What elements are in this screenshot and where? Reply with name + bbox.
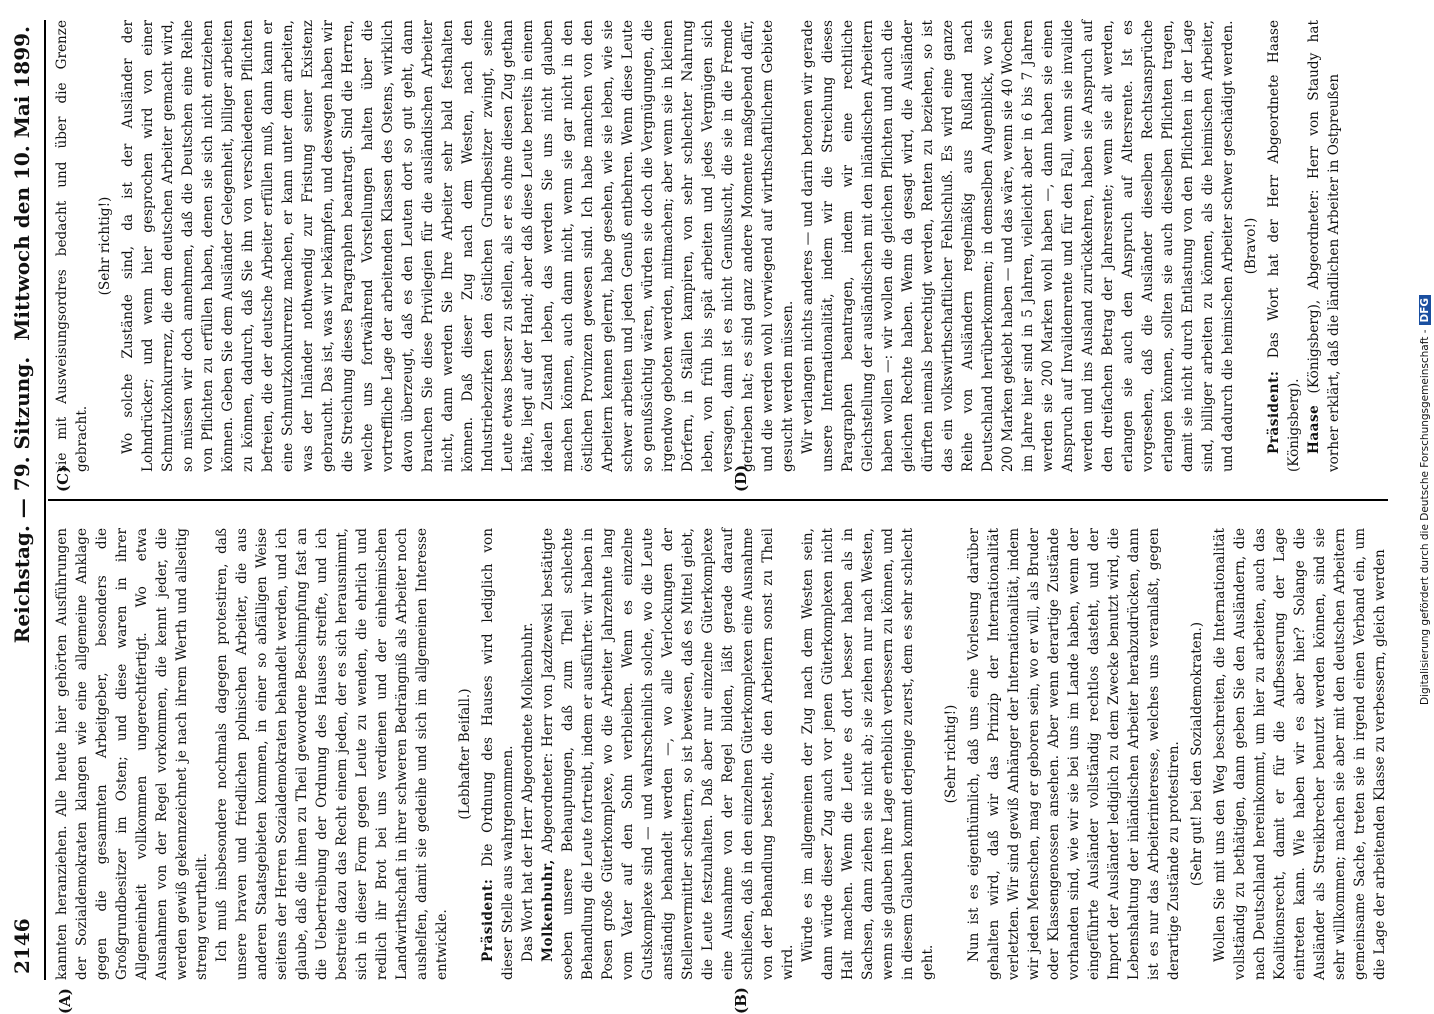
paragraph: Würde es im allgemeinen der Zug nach dem Westen sein, dann würde dieser Zug auch vor jenen Güterkomplexen nicht Halt machen. Wenn die Leute es dort besser haben als in Sachsen, dann ziehen sie nicht ab; sie ziehen nur nach Westen, wenn sie glauben ihre Lage erheblich verbessern zu können, und in diesem Glauben kommt derjenige zuerst, dem es sehr schlecht geht. <box>800 528 936 980</box>
speaker-label: Molkenbuhr, <box>540 852 556 962</box>
paragraph: Wollen Sie mit uns den Weg beschreiten, die Internationalität vollständig zu bethätigen, dann geben Sie den Ausländern, die nach Deutschland hereinkommt, um hier zu arbeiten, auch das Koalitionsrecht, damit er für die Aufbesserung der Lage eintreten kann. Wie haben wir es aber hier? Solange die Ausländer als Streikbrecher benutzt werden können, sind sie sehr willkommen; machen sie aber mit den deutschen Arbeitern gemeinsame Sache, treten sie in irgend einen Verband ein, um die Lage der arbeitenden Klasse zu verbessern, gleich werden <box>1212 528 1388 980</box>
paragraph: kannten heranziehen. Alle heute hier gehörten Ausführungen der Sozialdemokraten klangen wie eine allgemeine Anklage gegen die gesammten Arbeitgeber, besonders die Großgrundbesitzer im Osten; und diese waren in ihrer Allgemeinheit vollkommen ungerechtfertigt. Wo etwa Ausnahmen von der Regel vorkommen, die kennt jeder, die werden gewiß gekennzeichnet je nach ihrem Werth und allseitig streng verurtheilt. <box>54 528 210 980</box>
speech-text: Abgeordneter: Herr von Jazdzewski bestätigte soeben unsere Behauptungen, daß zum Theil schlechte Behandlung die Leute fortreibt, indem er ausführte: wir haben in Posen große Güterkomplexe, wo die Arbeiter Jahrzehnte lang vom Vater auf den Sohn verbleiben. Wenn es einzelne Gutskomplexe sind — und wahrscheinlich solche, wo die Leute anständig behandelt werden —, wo alle Verlockungen der Stellenvermittler scheitern, so ist bewiesen, daß es Mittel giebt, die Leute festzuhalten. Daß aber nur einzelne Güterkomplexe eine Ausnahme von der Regel bilden, läßt gerade darauf schließen, daß in den einzelnen Güterkomplexen eine Ausnahme von der Behandlung besteht, die den Arbeitern sonst zu Theil wird. <box>540 527 796 980</box>
speech-text: Das Wort hat der Herr Abgeordnete Haase (Königsberg). <box>1266 19 1302 472</box>
right-column <box>52 20 1344 472</box>
speaker-label: Präsident: <box>480 866 496 962</box>
paragraph: Wir verlangen nichts anderes — und darin betonen wir gerade unsere Internationalität, indem wir die Streichung dieses Paragraphen beantragen, indem wir eine rechtliche Gleichstellung der ausländischen mit den inländischen Arbeitern haben wollen —: wir wollen die gleichen Pflichten und auch die gleichen Rechte haben. Wenn da gesagt wird, die Ausländer dürften niemals berechtigt werden, Renten zu beziehen, so ist das ein volkswirthschaftlicher Fehlschluß. Es wird eine ganze Reihe von Ausländern regelmäßig aus Rußland nach Deutschland herüberkommen; in demselben Augenblick, wo sie 200 Marken geklebt haben — und das wäre, wenn sie 40 Wochen im Jahre hier sind in 5 Jahren, vielleicht aber in 6 bis 7 Jahren werden sie 200 Marken wohl haben —, dann haben sie einen Anspruch auf Invalidenrente und für den Fall, wenn sie invalide werden und ins Ausland zurückkehren, haben sie Anspruch auf den dreifachen Betrag der Jahresrente; wenn sie alt werden, erlangen sie auch den Anspruch auf Altersrente. Ist es vorgesehen, daß die Ausländer dieselben Rechtsansprüche erlangen können, sollten sie auch dieselben Pflichten tragen, damit sie nicht durch Entlastung von den Pflichten in der Lage sind, billiger arbeiten zu können, als die heimischen Arbeiter, und dadurch die heimischen Arbeiter schwer geschädigt werden. <box>800 20 1236 472</box>
interjection: (Bravo!) <box>1243 217 1259 275</box>
paragraph: Nun ist es eigenthümlich, daß uns eine Vorlesung darüber gehalten wird, daß wir das Prinzip der Internationalität verletzten. Wir sind gewiß Anhänger der Internationalität, indem wir jeden Menschen, mag er geboren sein, wo er will, als Bruder oder Klassengenossen ansehen. Aber wenn derartige Zustände vorhanden sind, wie wir sie bei uns im Lande haben, wenn der eingeführte Ausländer vollständig rechtlos dasteht, und der Import der Ausländer lediglich zu dem Zwecke benutzt wird, die Lebenshaltung der inländischen Arbeiter herabzudrücken, dann ist es nur das Arbeiterinteresse, welches uns veranlaßt, gegen derartige Zustände zu protestiren. <box>966 528 1182 980</box>
session-title: Reichstag. — 79. Sitzung. <box>10 356 34 644</box>
margin-marker-c: (C) <box>54 465 72 492</box>
column-divider <box>48 499 1388 501</box>
interjection: (Sehr gut! bei den Sozialdemokraten.) <box>1189 621 1205 887</box>
speaker-label: Präsident: <box>1266 358 1282 454</box>
speech-text: (Königsberg), Abgeordneter: Herr von Staudy hat vorher erklärt, daß die ländlichen Arbeiter in Ostpreußen <box>1306 20 1342 472</box>
margin-marker-d: (D) <box>732 464 750 492</box>
speech <box>538 528 798 980</box>
session-date: Mittwoch den 10. Mai 1899. <box>10 26 34 341</box>
speaker-label: Haase <box>1306 393 1322 454</box>
interjection: (Sehr richtig!) <box>97 196 113 296</box>
president-remark <box>1264 20 1304 472</box>
margin-marker-b: (B) <box>732 987 750 1014</box>
document-page <box>0 19 1390 1014</box>
paragraph: Wo solche Zustände sind, da ist der Ausländer der Lohndrücker; und wenn hier gesprochen wird von einer Schmutzkonkurrenz, die dem deutschen Arbeiter gemacht wird, so müssen wir doch annehmen, daß die Deutschen eine Reihe von Pflichten zu erfüllen haben, denen sie sich nicht entziehen können. Geben Sie dem Ausländer Gelegenheit, billiger arbeiten zu können, dadurch, daß Sie ihn von verschiedenen Pflichten befreien, die der deutsche Arbeiter erfüllen muß, dann kann er eine Schmutzkonkurrenz machen, er kann unter dem arbeiten, was der Inländer nothwendig zur Fristung seiner Existenz gebraucht. Das ist, was wir bekämpfen, und deswegen haben wir die Streichung dieses Paragraphen beantragt. Sind die Herren, welche uns fortwährend Vorstellungen halten über die vortreffliche Lage der arbeitenden Klassen des Ostens, wirklich davon überzeugt, daß es den Leuten dort so gut geht, dann brauchen Sie diese Privilegien für die ausländischen Arbeiter nicht, dann werden Sie Ihre Arbeiter sehr bald festhalten können. Daß dieser Zug nach dem Westen, nach den Industriebezirken den östlichen Grundbesitzer zwingt, seine Leute etwas besser zu stellen, als er es ohne diesen Zug gethan hätte, liegt auf der Hand; aber daß diese Leute bereits in einem idealen Zustand leben, das werden Sie uns nicht glauben machen können, auch dann nicht, wenn sie gar nicht in den östlichen Provinzen gewesen sind. Ich habe manchen von den Arbeitern kennen gelernt, habe gesehen, wie sie leben, wie sie schwer arbeiten und jeden Genuß entbehren. Wenn diese Leute so genußsüchtig wären, würden sie doch die Vergnügungen, die irgendwo geboten werden, mitmachen; aber wenn sie in kleinen Dörfern, in Ställen kampiren, von sehr schlechter Nahrung leben, von früh bis spät arbeiten und jedes Vergnügen sich versagen, dann ist es nicht Genußsucht, die sie in die Fremde getrieben hat; es sind ganz andere Momente maßgebend dafür, und die werden wohl vorwiegend auf wirthschaftlichem Gebiete gesucht werden müssen. <box>120 20 796 472</box>
president-remark <box>478 528 518 980</box>
margin-marker-a: (A) <box>56 988 74 1014</box>
digitization-credit <box>1418 10 1432 990</box>
left-column <box>52 528 1390 980</box>
paragraph: sie mit Ausweisungsordres bedacht und über die Grenze gebracht. <box>54 20 90 472</box>
interjection: (Sehr richtig!) <box>943 704 959 804</box>
interjection: (Lebhafter Beifall.) <box>457 688 473 820</box>
page-number: 2146 <box>10 918 34 974</box>
speech <box>1304 20 1344 472</box>
paragraph: Ich muß insbesondere nochmals dagegen protestiren, daß unsere braven und friedlichen polnischen Arbeiter, die aus anderen Staatsgebieten kommen, in einer so abfälligen Weise seitens der Herren Sozialdemokraten behandelt werden, und ich glaube, daß die ihnen zu Theil gewordene Beschimpfung fast an die Uebertreibung der Ordnung des Hauses streifte, und ich bestreite dazu das Recht einem jeden, der es sich herausnimmt, sich in dieser Form gegen Leute zu wenden, die ehrlich und redlich ihr Brot bei uns verdienen und der einheimischen Landwirthschaft in ihrer schweren Bedrängniß als Arbeiter noch aushelfen, damit sie gedeihe und sich im allgemeinen Interesse entwickle. <box>214 528 450 980</box>
credit-line <box>1419 10 1431 990</box>
dfg-logo: DFG <box>1419 295 1431 326</box>
paragraph: Das Wort hat der Herr Abgeordnete Molkenbuhr. <box>520 622 536 962</box>
page-header <box>0 20 46 980</box>
speech-text: Die Ordnung des Hauses wird lediglich von dieser Stelle aus wahrgenommen. <box>480 528 516 980</box>
credit-text: Digitalisierung gefördert durch die Deutsche Forschungsgemeinschaft - <box>1419 329 1431 706</box>
